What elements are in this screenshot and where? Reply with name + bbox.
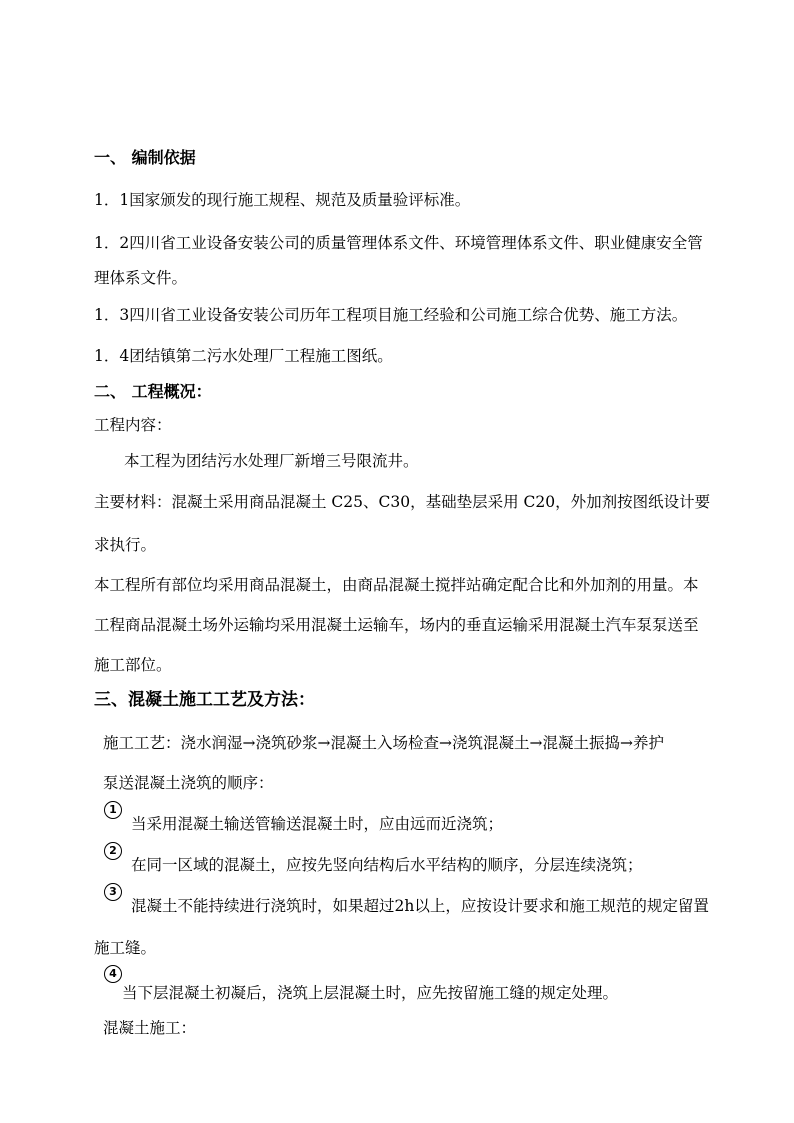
bullet-text-4: 当下层混凝土初凝后，浇筑上层混凝土时，应先按留施工缝的规定处理。 <box>122 984 619 1002</box>
process-line: 施工工艺：浇水润湿→浇筑砂浆→混凝土入场检查→浇筑混凝土→混凝土振捣→养护 <box>103 734 664 752</box>
section-2-title: 二、 工程概况： <box>94 382 212 401</box>
materials-line-1: 主要材料：混凝土采用商品混凝土 C25、C30，基础垫层采用 C20，外加剂按图纸设计要 <box>94 493 711 511</box>
section-1-item-2: 1．2四川省工业设备安装公司的质量管理体系文件、环境管理体系文件、职业健康安全管 <box>94 234 703 252</box>
project-content-label: 工程内容： <box>94 416 172 434</box>
bullet-text-1: 当采用混凝土输送管输送混凝土时，应由远而近浇筑； <box>131 815 504 833</box>
bullet-number-1: 1 <box>104 801 122 819</box>
section-1-title: 一、 编制依据 <box>94 148 196 167</box>
materials-line-2: 求执行。 <box>94 536 157 554</box>
section-1-item-2-cont: 理体系文件。 <box>94 269 188 287</box>
bullet-number-4: 4 <box>104 965 122 983</box>
bullet-number-2: 2 <box>104 842 122 860</box>
project-content-text: 本工程为团结污水处理厂新增三号限流井。 <box>124 452 419 470</box>
bullet-number-3: 3 <box>104 883 122 901</box>
construction-label: 混凝土施工： <box>103 1019 197 1037</box>
section-1-item-4: 1．4团结镇第二污水处理厂工程施工图纸。 <box>94 347 393 365</box>
pour-order-label: 泵送混凝土浇筑的顺序： <box>103 774 274 792</box>
overview-para-line-3: 施工部位。 <box>94 656 172 674</box>
bullet-text-2: 在同一区域的混凝土，应按先竖向结构后水平结构的顺序，分层连续浇筑； <box>131 856 643 874</box>
bullet-text-3: 混凝土不能持续进行浇筑时，如果超过2h以上，应按设计要求和施工规范的规定留置 <box>131 897 709 915</box>
section-1-item-3: 1．3四川省工业设备安装公司历年工程项目施工经验和公司施工综合优势、施工方法。 <box>94 306 688 324</box>
section-1-item-1: 1．1国家颁发的现行施工规程、规范及质量验评标准。 <box>94 191 471 209</box>
overview-para-line-1: 本工程所有部位均采用商品混凝土，由商品混凝土搅拌站确定配合比和外加剂的用量。本 <box>94 576 699 594</box>
section-3-title: 三、混凝土施工工艺及方法： <box>94 690 315 710</box>
bullet-text-3-cont: 施工缝。 <box>94 939 157 957</box>
overview-para-line-2: 工程商品混凝土场外运输均采用混凝土运输车，场内的垂直运输采用混凝土汽车泵泵送至 <box>94 616 699 634</box>
